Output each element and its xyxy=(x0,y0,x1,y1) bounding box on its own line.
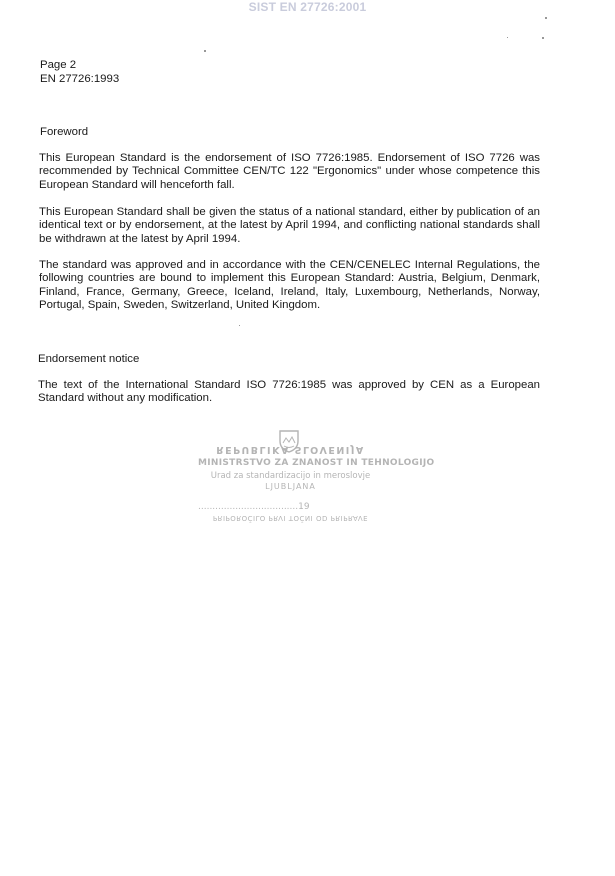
stamp-line-5: ...................................19 xyxy=(198,502,310,512)
paragraph-text: This European Standard shall be given the status of a national standard, either by publication of an identical text or by endorsement, at the latest by April 1994, and conflicting national standards shall be withdrawn at the latest by April 1994. xyxy=(39,206,540,245)
stamp-line-6: PRIPOROČILO PRVI TOČNI OD PRIPRAVE xyxy=(212,514,369,522)
scan-speck xyxy=(204,50,206,52)
stamp-line-3: Urad za standardizacijo in meroslovje xyxy=(210,471,371,481)
scan-speck xyxy=(239,325,240,326)
scan-speck xyxy=(545,17,547,19)
standard-number: EN 27726:1993 xyxy=(40,73,120,85)
stamp-line-4: LJUBLJANA xyxy=(265,482,316,491)
official-stamp xyxy=(198,428,435,528)
endorsement-heading: Endorsement notice xyxy=(38,353,140,365)
scan-speck xyxy=(507,37,508,38)
foreword-paragraph-1 xyxy=(39,152,540,192)
page-number: Page 2 xyxy=(40,59,77,71)
page-header xyxy=(40,58,119,86)
paragraph-text: This European Standard is the endorsement of ISO 7726:1985. Endorsement of ISO 7726 was recommended by Technical Committee CEN/TC 122 "Ergonomics" under whose competence this European Standard will henceforth fall. xyxy=(39,152,540,191)
foreword-paragraph-3 xyxy=(39,259,540,312)
stamp-line-2: MINISTRSTVO ZA ZNANOST IN TEHNOLOGIJO xyxy=(198,458,435,468)
stamp-line-1: REPUBLIKA SLOVENIJA xyxy=(216,444,365,455)
foreword-heading: Foreword xyxy=(40,126,89,138)
endorsement-paragraph xyxy=(38,379,540,406)
paragraph-text: The standard was approved and in accordance with the CEN/CENELEC Internal Regulations, the following countries are bound to implement this European Standard: Austria, Belgium, Denmark, Finland, France, Germany, Greece, Iceland, Ireland, Italy, Luxembourg, Netherlands, Norway, Portugal, Spain, Sweden, Switzerland, United Kingdom. xyxy=(39,259,540,311)
foreword-paragraph-2 xyxy=(39,206,540,246)
watermark: SIST EN 27726:2001 xyxy=(248,0,367,14)
paragraph-text: The text of the International Standard ISO 7726:1985 was approved by CEN as a European Standard without any modification. xyxy=(38,379,540,405)
scan-speck xyxy=(542,37,544,39)
